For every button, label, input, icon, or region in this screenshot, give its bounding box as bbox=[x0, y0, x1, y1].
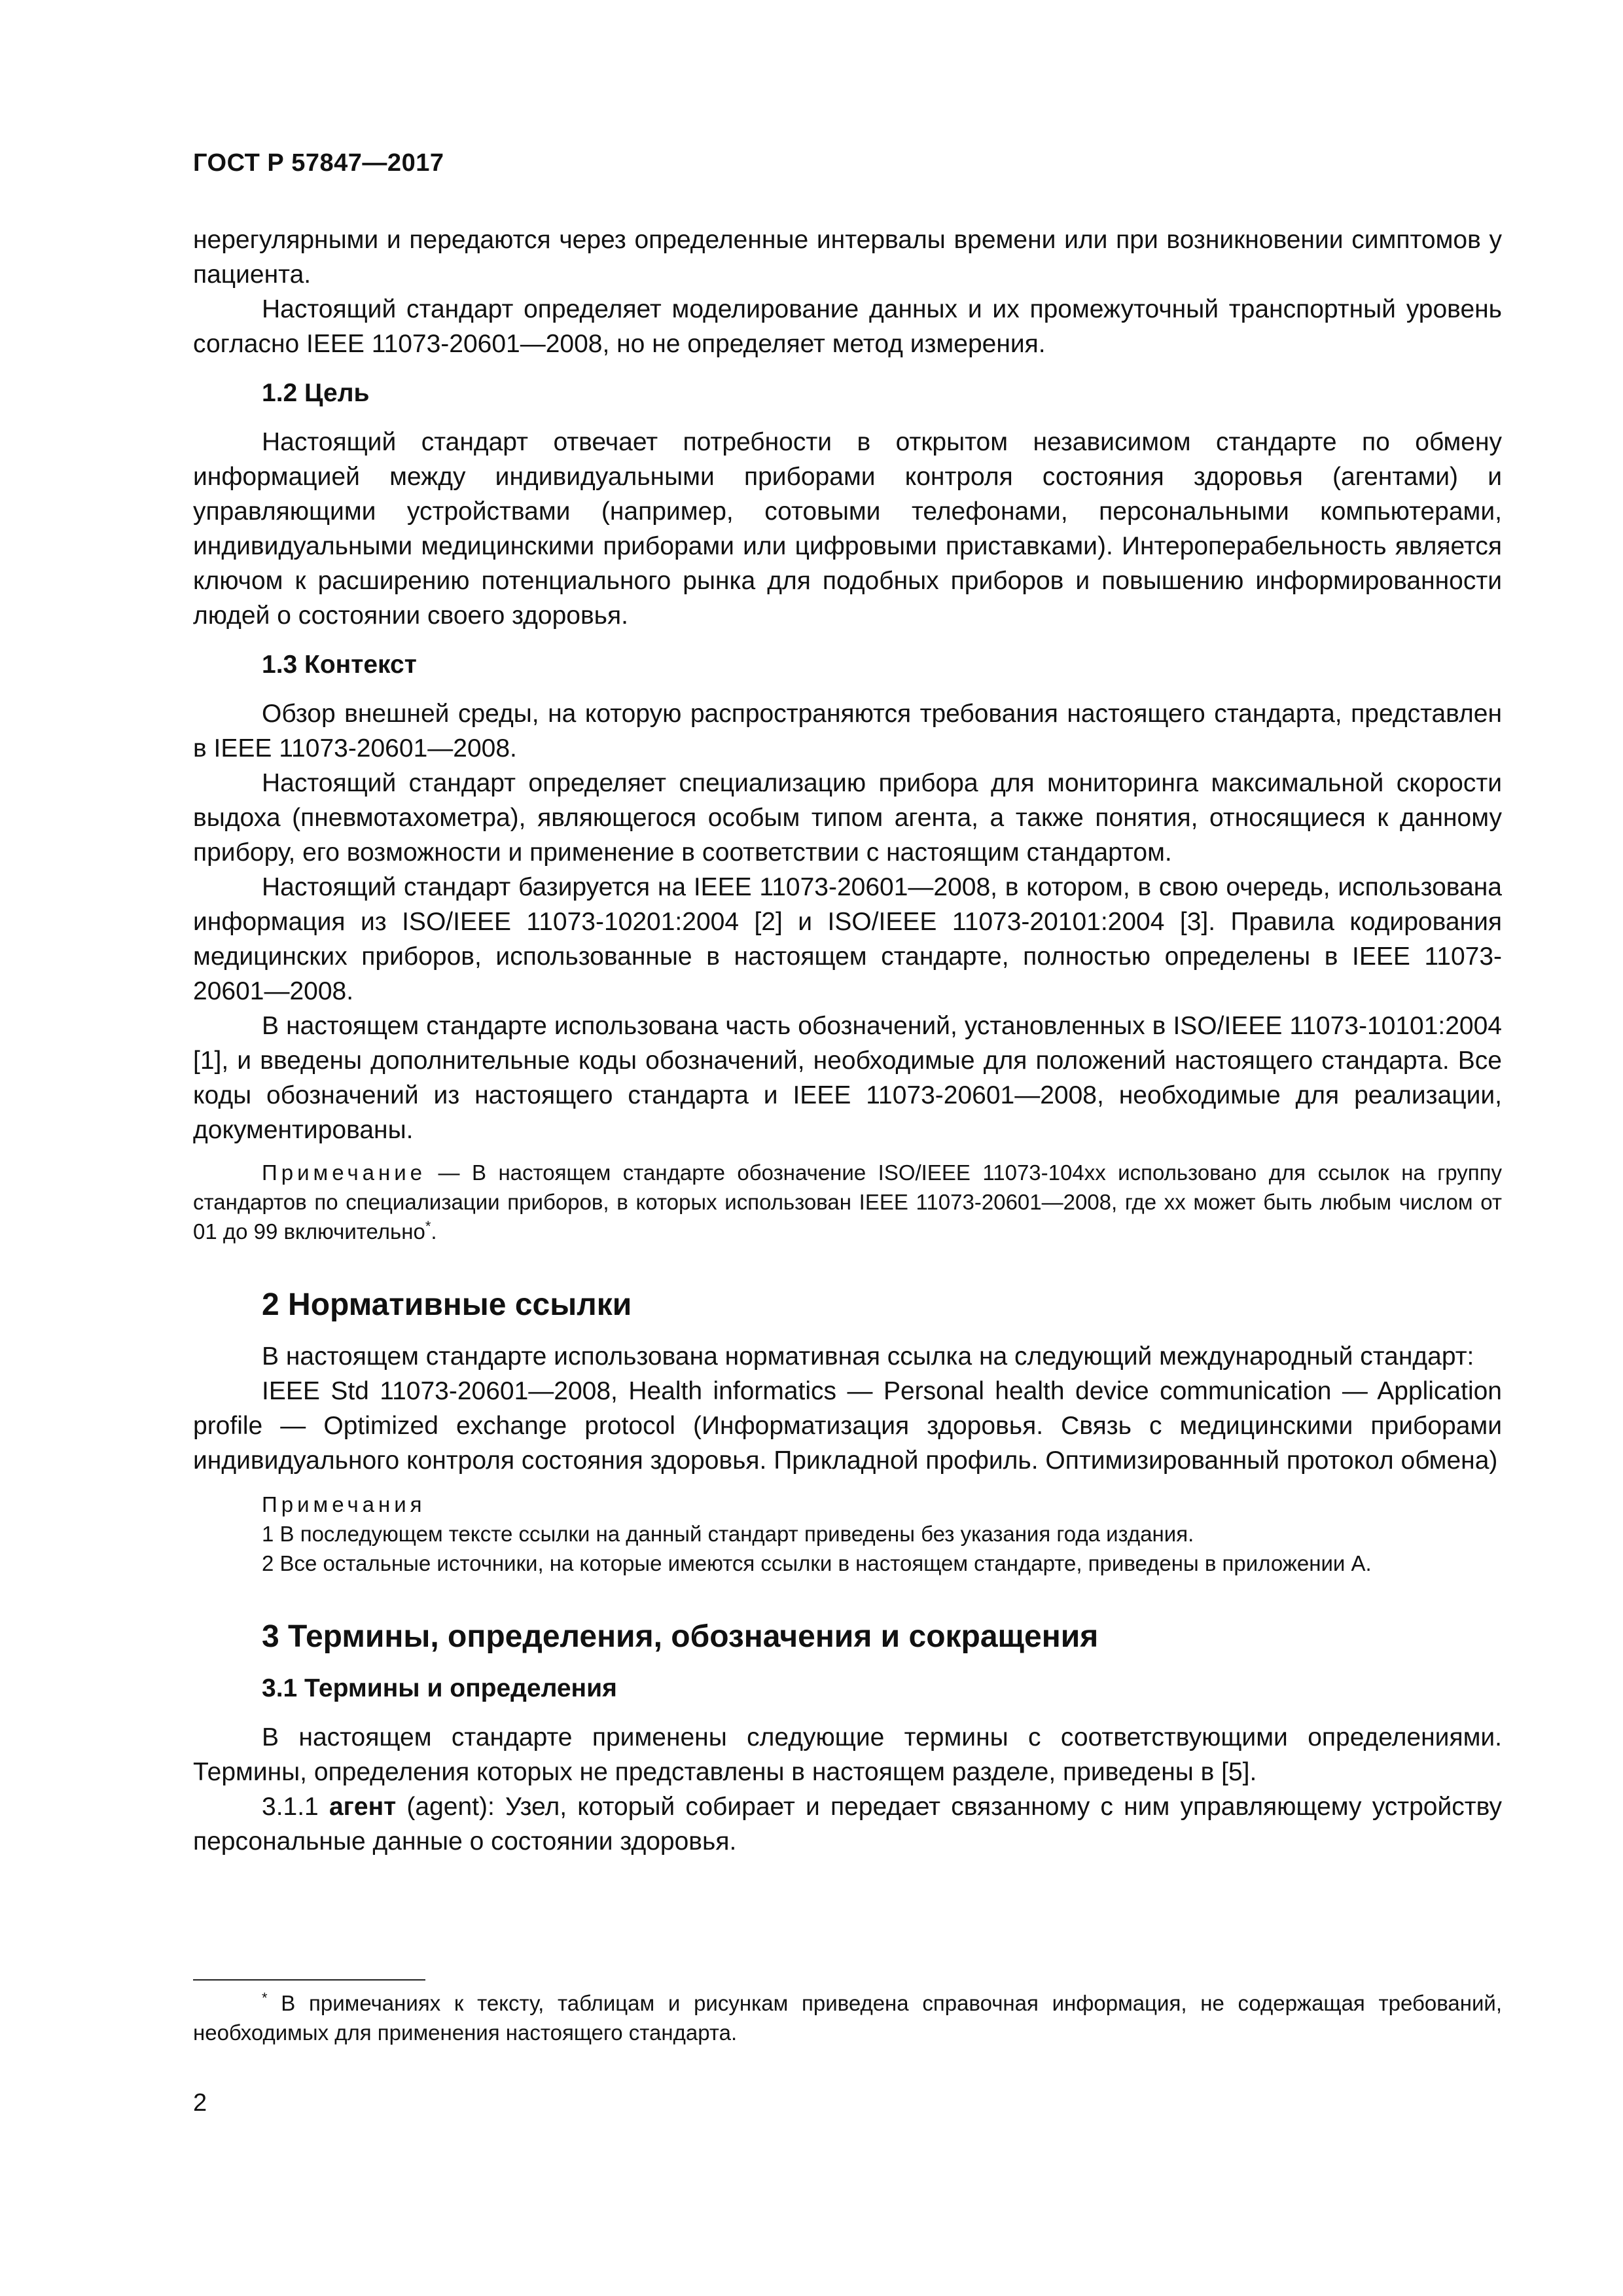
notes-2-item-1: 1 В последующем тексте ссылки на данный стандарт приведены без указания года издания. bbox=[262, 1522, 1194, 1546]
footnote bbox=[193, 1988, 1502, 2047]
subsection-title-1-2: 1.2 Цель bbox=[262, 379, 370, 407]
notes-2 bbox=[262, 1490, 1502, 1578]
term-number: 3.1.1 bbox=[262, 1793, 329, 1821]
paragraph-1-3-a: Обзор внешней среды, на которую распространяются требования настоящего стандарта, представлен в IEEE 11073-20601—2008. bbox=[193, 700, 1502, 762]
page-number: 2 bbox=[193, 2089, 207, 2117]
note-1-end: . bbox=[431, 1219, 437, 1244]
paragraph-intro-2: Настоящий стандарт определяет моделирование данных и их промежуточный транспортный уровень согласно IEEE 11073-20601—2008, но не определяет метод измерения. bbox=[193, 295, 1502, 358]
notes-2-label: Примечания bbox=[262, 1492, 426, 1516]
notes-2-item-2: 2 Все остальные источники, на которые имеются ссылки в настоящем стандарте, приведены в приложении А. bbox=[262, 1551, 1372, 1575]
paragraph-3-1: В настоящем стандарте применены следующие термины с соответствующими определениями. Термины, определения которых не представлены в настоящем разделе, приведены в [5]. bbox=[193, 1723, 1502, 1786]
paragraph-2-a: В настоящем стандарте использована нормативная ссылка на следующий международный стандарт: bbox=[262, 1342, 1474, 1371]
footnote-mark: * bbox=[262, 1990, 268, 2006]
footnote-text: В примечаниях к тексту, таблицам и рисункам приведена справочная информация, не содержащая требований, необходимых для применения настоящего стандарта. bbox=[193, 1991, 1502, 2045]
subsection-title-1-3: 1.3 Контекст bbox=[262, 651, 417, 679]
paragraph-1-3-d: В настоящем стандарте использована часть обозначений, установленных в ISO/IEEE 11073-10101:2004 [1], и введены дополнительные коды обозначений, необходимые для положений настоящего стандарта. Все коды обозначений из настоящего стандарта и IEEE 11073-20601—2008, необходимые для реализации, документированы. bbox=[193, 1012, 1502, 1144]
paragraph-1-3-b: Настоящий стандарт определяет специализацию прибора для мониторинга максимальной скорости выдоха (пневмотахометра), являющегося особым типом агента, а также понятия, относящиеся к данному прибору, его возможности и применение в соответствии с настоящим стандартом. bbox=[193, 769, 1502, 867]
subsection-title-3-1: 3.1 Термины и определения bbox=[262, 1674, 617, 1702]
note-1 bbox=[193, 1158, 1502, 1246]
section-title-2: 2 Нормативные ссылки bbox=[262, 1287, 632, 1322]
main-content bbox=[193, 223, 1502, 1859]
term-name: агент bbox=[329, 1793, 397, 1821]
paragraph-1-3-c: Настоящий стандарт базируется на IEEE 11073-20601—2008, в котором, в свою очередь, использована информация из ISO/IEEE 11073-10201:2004 [2] и ISO/IEEE 11073-20101:2004 [3]. Правила кодирования медицинских приборов, использованные в настоящем стандарте, полностью определены в IEEE 11073-20601—2008. bbox=[193, 873, 1502, 1005]
note-1-label: Примечание bbox=[262, 1160, 427, 1185]
term-3-1-1 bbox=[193, 1789, 1502, 1859]
paragraph-2-b: IEEE Std 11073-20601—2008, Health informatics — Personal health device communication — Application profile — Optimized exchange protocol (Информатизация здоровья. Связь с медицинскими приборами индивидуального контроля состояния здоровья. Прикладной профиль. Оптимизированный протокол обмена) bbox=[193, 1377, 1502, 1475]
document-code-header: ГОСТ Р 57847—2017 bbox=[193, 149, 444, 177]
term-definition: (agent): Узел, который собирает и передает связанному с ним управляющему устройству персональные данные о состоянии здоровья. bbox=[193, 1793, 1503, 1856]
section-title-3: 3 Термины, определения, обозначения и сокращения bbox=[262, 1619, 1099, 1654]
note-1-text: — В настоящем стандарте обозначение ISO/IEEE 11073-104xx использовано для ссылок на группу стандартов по специализации приборов, в которых использован IEEE 11073-20601—2008, где xx может быть любым числом от 01 до 99 включительно bbox=[193, 1160, 1502, 1244]
note-1-footnote-mark: * bbox=[425, 1218, 431, 1234]
paragraph-intro-1: нерегулярными и передаются через определенные интервалы времени или при возникновении симптомов у пациента. bbox=[193, 226, 1502, 289]
footnote-divider bbox=[193, 1979, 425, 1981]
paragraph-1-2: Настоящий стандарт отвечает потребности в открытом независимом стандарте по обмену информацией между индивидуальными приборами контроля состояния здоровья (агентами) и управляющими устройствами (например, сотовыми телефонами, персональными компьютерами, индивидуальными медицинскими приборами или цифровыми приставками). Интероперабельность является ключом к расширению потенциального рынка для подобных приборов и повышению информированности людей о состоянии своего здоровья. bbox=[193, 428, 1502, 630]
